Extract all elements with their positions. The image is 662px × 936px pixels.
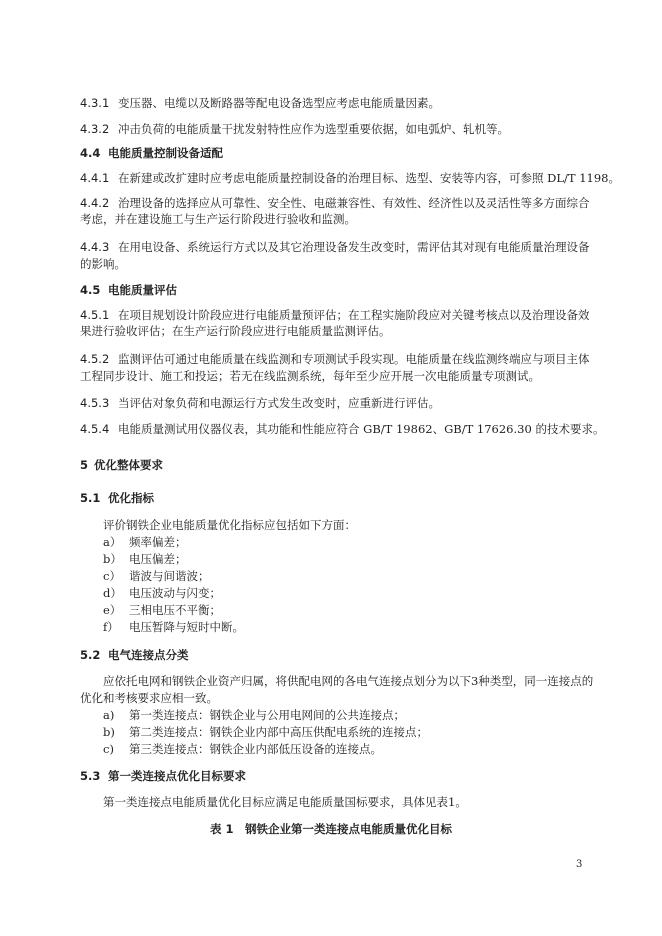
- list-marker: c): [103, 742, 114, 756]
- list-item: [103, 552, 187, 567]
- section-number: 4.5: [80, 283, 101, 297]
- list-marker: f）: [103, 620, 119, 634]
- section-5-heading: [80, 458, 163, 473]
- list-text: 频率偏差；: [129, 535, 187, 549]
- clause-number: 4.5.2: [80, 352, 110, 366]
- paragraph-5-3: 第一类连接点电能质量优化目标应满足电能质量国标要求，具体见表1。: [103, 795, 467, 809]
- clause-number: 4.4.1: [80, 171, 110, 185]
- section-title: 优化指标: [108, 491, 154, 505]
- list-marker: a）: [103, 535, 122, 549]
- clause-number: 4.5.3: [80, 396, 110, 410]
- clause-number: 4.5.1: [80, 308, 110, 322]
- list-text: 电压暂降与短时中断。: [129, 620, 244, 634]
- clause-4-3-1: [80, 96, 600, 111]
- list-text: 第一类连接点：钢铁企业与公用电网间的公共连接点；: [129, 708, 405, 722]
- section-title: 电气连接点分类: [108, 648, 189, 662]
- section-number: 5.1: [80, 491, 101, 505]
- list-item: [103, 586, 221, 601]
- clause-4-5-3: [80, 396, 600, 411]
- list-text: 谐波与间谐波；: [129, 569, 210, 583]
- section-5-1-heading: [80, 491, 154, 506]
- clause-4-5-4: [80, 422, 605, 437]
- section-title: 第一类连接点优化目标要求: [108, 769, 246, 783]
- clause-text: 监测评估可通过电能质量在线监测和专项测试手段实现。电能质量在线监测终端应与项目主体: [118, 352, 590, 366]
- clause-text: 变压器、电缆以及断路器等配电设备选型应考虑电能质量因素。: [118, 96, 440, 110]
- list-marker: b): [103, 725, 115, 739]
- clause-text: 在新建或改扩建时应考虑电能质量控制设备的治理目标、选型、安装等内容，可参照 DL/T 1198。: [118, 171, 620, 185]
- list-text: 三相电压不平衡；: [129, 603, 221, 617]
- list-marker: e）: [103, 603, 122, 617]
- list-text: 电压偏差；: [129, 552, 187, 566]
- paragraph-5-2-continuation: 优化和考核要求应相一致。: [80, 691, 218, 705]
- clause-4-4-2-continuation: 考虑，并在建设施工与生产运行阶段进行验收和监测。: [80, 212, 356, 226]
- clause-text: 电能质量测试用仪器仪表，其功能和性能应符合 GB/T 19862、GB/T 17626.30 的技术要求。: [118, 422, 605, 436]
- clause-text: 当评估对象负荷和电源运行方式发生改变时，应重新进行评估。: [118, 396, 440, 410]
- clause-number: 4.4.2: [80, 196, 110, 210]
- clause-4-5-1: [80, 308, 600, 323]
- list-item: [103, 569, 210, 584]
- section-title: 电能质量评估: [108, 283, 177, 297]
- clause-text: 冲击负荷的电能质量干扰发射特性应作为选型重要依据，如电弧炉、轧机等。: [118, 122, 509, 136]
- clause-4-4-3: [80, 240, 600, 255]
- list-item: [103, 708, 405, 723]
- clause-4-5-2: [80, 352, 600, 367]
- list-item: [103, 742, 382, 757]
- section-number: 5.3: [80, 769, 101, 783]
- clause-text: 治理设备的选择应从可靠性、安全性、电磁兼容性、有效性、经济性以及灵活性等多方面综合: [118, 196, 590, 210]
- list-item: [103, 620, 244, 635]
- clause-number: 4.3.1: [80, 96, 110, 110]
- section-title: 电能质量控制设备适配: [108, 146, 223, 160]
- list-text: 第二类连接点：钢铁企业内部中高压供配电系统的连接点；: [129, 725, 428, 739]
- section-number: 4.4: [80, 146, 101, 160]
- list-item: [103, 603, 221, 618]
- clause-text: 在项目规划设计阶段应进行电能质量预评估；在工程实施阶段应对关键考核点以及治理设备效: [118, 308, 590, 322]
- clause-4-4-2: [80, 196, 600, 211]
- clause-number: 4.5.4: [80, 422, 110, 436]
- list-marker: b）: [103, 552, 122, 566]
- paragraph-5-1: 评价钢铁企业电能质量优化指标应包括如下方面：: [103, 518, 356, 532]
- list-marker: d）: [103, 586, 122, 600]
- section-5-2-heading: [80, 648, 189, 663]
- section-4-4-heading: [80, 146, 223, 161]
- list-marker: a): [103, 708, 115, 722]
- clause-4-4-1: [80, 171, 620, 186]
- clause-4-3-2: [80, 122, 600, 137]
- clause-4-4-3-continuation: 的影响。: [80, 257, 126, 271]
- section-5-3-heading: [80, 769, 246, 784]
- clause-number: 4.3.2: [80, 122, 110, 136]
- paragraph-5-2: 应依托电网和钢铁企业资产归属，将供配电网的各电气连接点划分为以下3种类型，同一连接点的: [103, 674, 594, 688]
- section-number: 5.2: [80, 648, 101, 662]
- clause-text: 在用电设备、系统运行方式以及其它治理设备发生改变时，需评估其对现有电能质量治理设备: [118, 240, 590, 254]
- section-number: 5: [80, 458, 89, 472]
- clause-4-5-2-continuation: 工程同步设计、施工和投运；若无在线监测系统，每年至少应开展一次电能质量专项测试。: [80, 369, 540, 383]
- list-text: 电压波动与闪变；: [129, 586, 221, 600]
- clause-4-5-1-continuation: 果进行验收评估；在生产运行阶段应进行电能质量监测评估。: [80, 324, 391, 338]
- list-marker: c）: [103, 569, 121, 583]
- section-4-5-heading: [80, 283, 177, 298]
- list-item: [103, 535, 187, 550]
- page-number: 3: [576, 859, 583, 870]
- section-title: 优化整体要求: [94, 458, 163, 472]
- list-item: [103, 725, 428, 740]
- table-caption: 表 1 钢铁企业第一类连接点电能质量优化目标: [209, 822, 452, 836]
- list-text: 第三类连接点：钢铁企业内部低压设备的连接点。: [129, 742, 382, 756]
- clause-number: 4.4.3: [80, 240, 110, 254]
